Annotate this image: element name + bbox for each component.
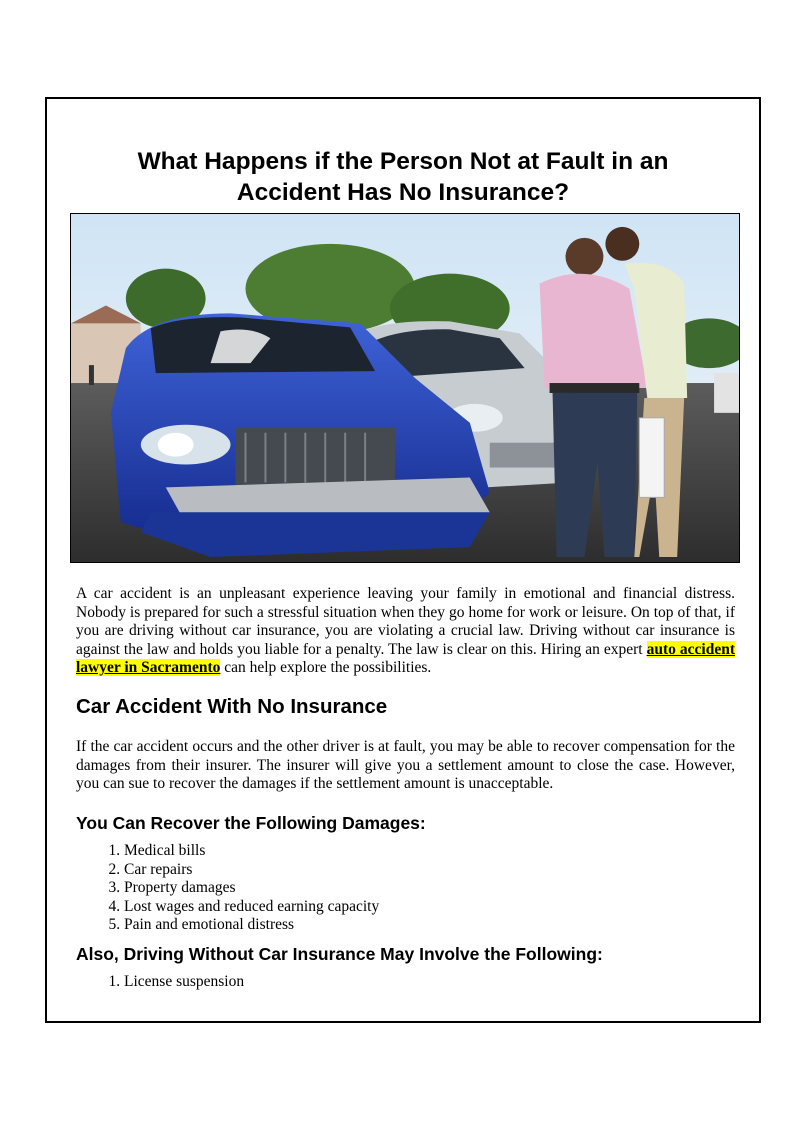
consequences-heading: Also, Driving Without Car Insurance May Involve the Following: <box>76 944 603 964</box>
no-insurance-paragraph: If the car accident occurs and the other driver is at fault, you may be able to recover compensation for the damages from their insurer. The insurer will give you a settlement amount to close the case. However, you can sue to recover the damages if the settlement amount is unacceptable. <box>76 738 735 793</box>
list-item: 5. Pain and emotional distress <box>124 916 379 935</box>
list-item: 2. Car repairs <box>124 861 379 880</box>
lawyer-link[interactable]: auto accident lawyer in Sacramento <box>76 640 735 677</box>
list-item: 4. Lost wages and reduced earning capacity <box>124 898 379 917</box>
list-item: 1. Medical bills <box>124 842 379 861</box>
section-heading-no-insurance: Car Accident With No Insurance <box>76 695 388 718</box>
accident-photo <box>70 213 740 563</box>
document-frame <box>45 97 761 1023</box>
list-item: 3. Property damages <box>124 879 379 898</box>
intro-text-after: can help explore the possibilities. <box>220 659 432 677</box>
intro-text-before: A car accident is an unpleasant experience leaving your family in emotional and financial distress. Nobody is prepared for such a stressful situation when they go home for work or leisure. On top of that, if you are driving without car insurance, you are violating a crucial law. Driving without car insurance is against the law and holds you liable for a penalty. The law is clear on this. Hiring an expert <box>76 585 735 658</box>
page-title: What Happens if the Person Not at Fault in an Accident Has No Insurance? <box>137 148 669 206</box>
intro-paragraph <box>76 585 735 678</box>
damages-list <box>76 842 379 935</box>
consequences-list <box>76 973 244 992</box>
damages-heading: You Can Recover the Following Damages: <box>76 813 426 833</box>
list-item: 1. License suspension <box>124 973 244 992</box>
